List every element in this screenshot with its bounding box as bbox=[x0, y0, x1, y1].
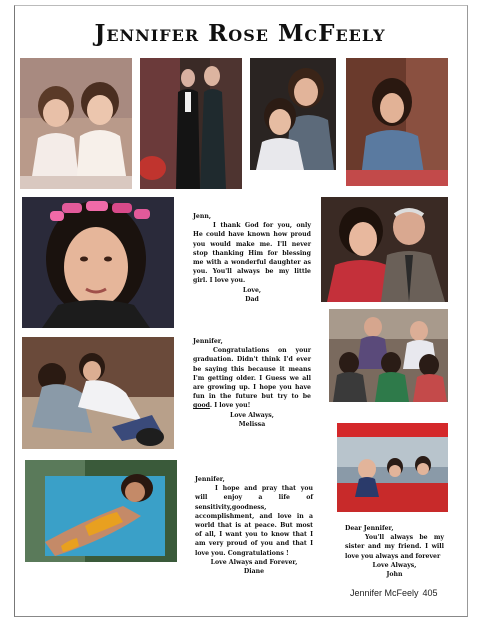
photo-woman-with-father bbox=[321, 197, 448, 302]
message-closing: Love, bbox=[242, 286, 262, 294]
message-signature: Melissa bbox=[238, 420, 266, 428]
footer-name: Jennifer McFeely bbox=[350, 588, 419, 598]
message-greeting: Jenn, bbox=[193, 213, 212, 220]
photo-girl-sunbathing bbox=[25, 460, 177, 562]
page-title: Jennifer Rose McFeely bbox=[94, 20, 386, 47]
message-from-melissa bbox=[193, 337, 311, 429]
photo-prom-couple bbox=[140, 58, 242, 189]
message-from-john bbox=[345, 524, 444, 579]
photo-girl-hair-rollers bbox=[22, 197, 174, 328]
message-greeting: Jennifer, bbox=[195, 476, 225, 483]
photo-kids-wrestling bbox=[22, 337, 174, 449]
photo-kids-on-ride bbox=[337, 423, 448, 512]
message-body: Congratulations on your graduation. Didn't think I'd ever be saying this because it means I'm getting older. I Guess we all are growing up. I hope you have fun in the future but try to be good. I love you! bbox=[193, 347, 311, 410]
photo-girl-denim-jacket bbox=[346, 58, 448, 186]
message-greeting: Jennifer, bbox=[193, 338, 223, 345]
message-body: You'll always be my sister and my friend. I will love you always and forever bbox=[345, 534, 444, 560]
message-closing: Love Always, bbox=[230, 411, 274, 419]
page-footer bbox=[350, 588, 438, 598]
message-body: I hope and pray that you will enjoy a life of sensitivity,goodness, accomplishment, and love in a world that is at peace. But most of all, I want you to know that I am very proud of you and that I love you. Congratulations ! bbox=[195, 485, 313, 557]
message-body: I thank God for you, only He could have known how proud you would make me. I'll never stop thanking Him for blessing me with a wonderful daughter as you. You'll always be my little girl. I love you. bbox=[193, 222, 311, 285]
photo-family-group bbox=[329, 309, 448, 402]
page-number: 405 bbox=[422, 588, 438, 598]
message-signature: Dad bbox=[245, 295, 259, 303]
message-closing: Love Always and Forever, bbox=[210, 558, 298, 566]
message-from-dad bbox=[193, 212, 311, 304]
message-closing: Love Always, bbox=[372, 561, 417, 569]
photo-two-toddlers bbox=[20, 58, 132, 189]
message-from-diane bbox=[195, 475, 313, 576]
message-greeting: Dear Jennifer, bbox=[345, 525, 394, 532]
message-signature: Diane bbox=[243, 568, 265, 576]
photo-two-women-smiling bbox=[250, 58, 336, 170]
message-signature: John bbox=[386, 571, 403, 579]
